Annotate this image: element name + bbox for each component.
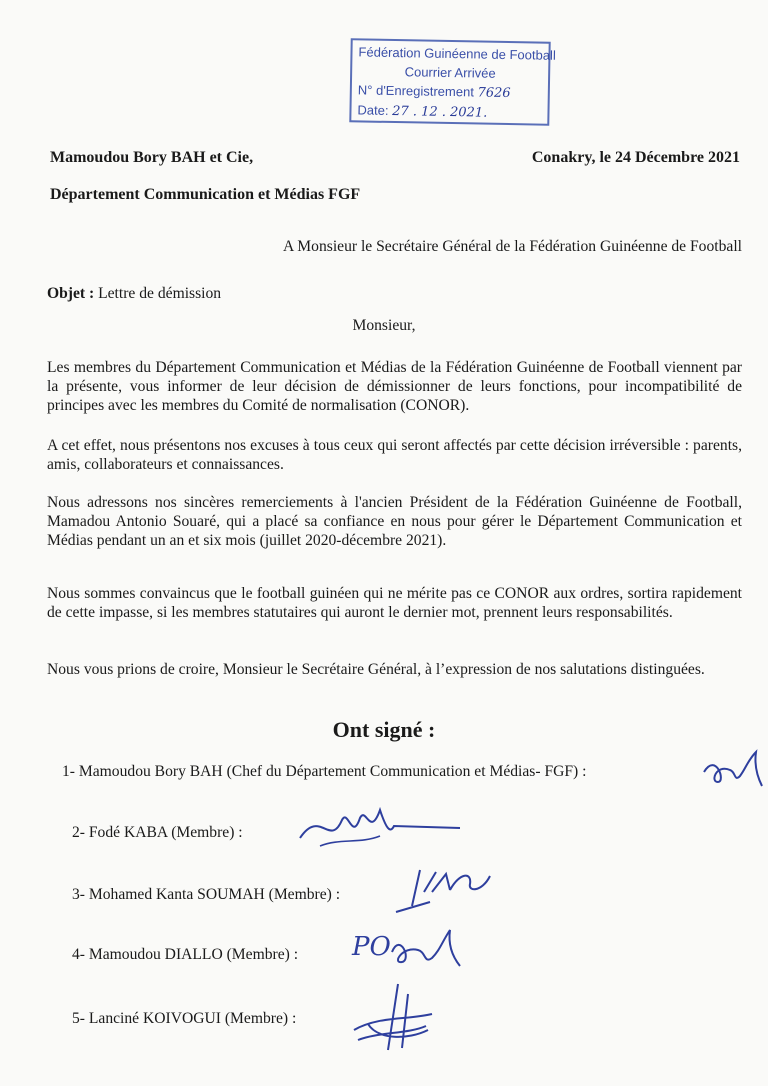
stamp-date-value: 27 . 12 . 2021. [392, 103, 488, 121]
signatures-heading: Ont signé : [332, 717, 436, 742]
stamp-date [357, 100, 541, 123]
paragraph: Nous adressons nos sincères remerciements à l'ancien Président de la Fédération Guinéenne de Football, Mamadou Antonio Souaré, qui a placé sa confiance en nous pour gérer le Département Communication et Médias pendant un an et six mois (juillet 2020-décembre 2021). [47, 494, 742, 549]
subject-label: Objet : [47, 285, 95, 302]
signature-5 [348, 980, 438, 1060]
stamp-org: Fédération Guinéenne de Football [358, 44, 556, 63]
signatory-line: 5- Lanciné KOIVOGUI (Membre) : [72, 1010, 297, 1027]
signature-4 [388, 922, 468, 977]
stamp-reg-number: 7626 [477, 85, 511, 102]
paragraph: Nous vous prions de croire, Monsieur le Secrétaire Général, à l’expression de nos salutations distinguées. [47, 661, 705, 678]
recipient: A Monsieur le Secrétaire Général de la Fédération Guinéenne de Football [283, 238, 742, 255]
signatory-line: 3- Mohamed Kanta SOUMAH (Membre) : [72, 886, 341, 903]
signatory-line: 2- Fodé KABA (Membre) : [72, 824, 243, 841]
sender-department: Département Communication et Médias FGF [50, 186, 361, 203]
sender-name: Mamoudou Bory BAH et Cie, [50, 149, 254, 166]
signature-2 [290, 798, 460, 858]
paragraph: A cet effet, nous présentons nos excuses à tous ceux qui seront affectés par cette décision irréversible : parents, amis, collaborateurs et connaissances. [47, 437, 742, 473]
place-date: Conakry, le 24 Décembre 2021 [531, 149, 740, 166]
stamp-reg-label: N° d'Enregistrement [357, 82, 475, 100]
paragraph: Nous sommes convaincus que le football guinéen qui ne mérite pas ce CONOR aux ordres, sortira rapidement de cette impasse, si les membres statutaires qui auront le dernier mot, prennent leurs responsabilités. [47, 585, 742, 621]
signature-3 [390, 862, 500, 922]
signatory-line: 1- Mamoudou Bory BAH (Chef du Département Communication et Médias- FGF) : [62, 763, 587, 780]
signatory-line: 4- Mamoudou DIALLO (Membre) : [72, 946, 299, 963]
salutation: Monsieur, [352, 317, 416, 334]
paragraph: Les membres du Département Communication et Médias de la Fédération Guinéenne de Football viennent par la présente, vous informer de leur décision de démissionner de leurs fonctions, pour incompatibilité de principes avec les membres du Comité de normalisation (CONOR). [47, 359, 742, 414]
subject-line [47, 285, 221, 303]
handwritten-note: PO [352, 932, 391, 962]
signature-1 [696, 742, 766, 792]
stamp-date-label: Date: [357, 102, 389, 118]
reception-stamp [349, 38, 556, 125]
subject-text: Lettre de démission [98, 285, 222, 302]
stamp-title: Courrier Arrivée [404, 64, 496, 81]
